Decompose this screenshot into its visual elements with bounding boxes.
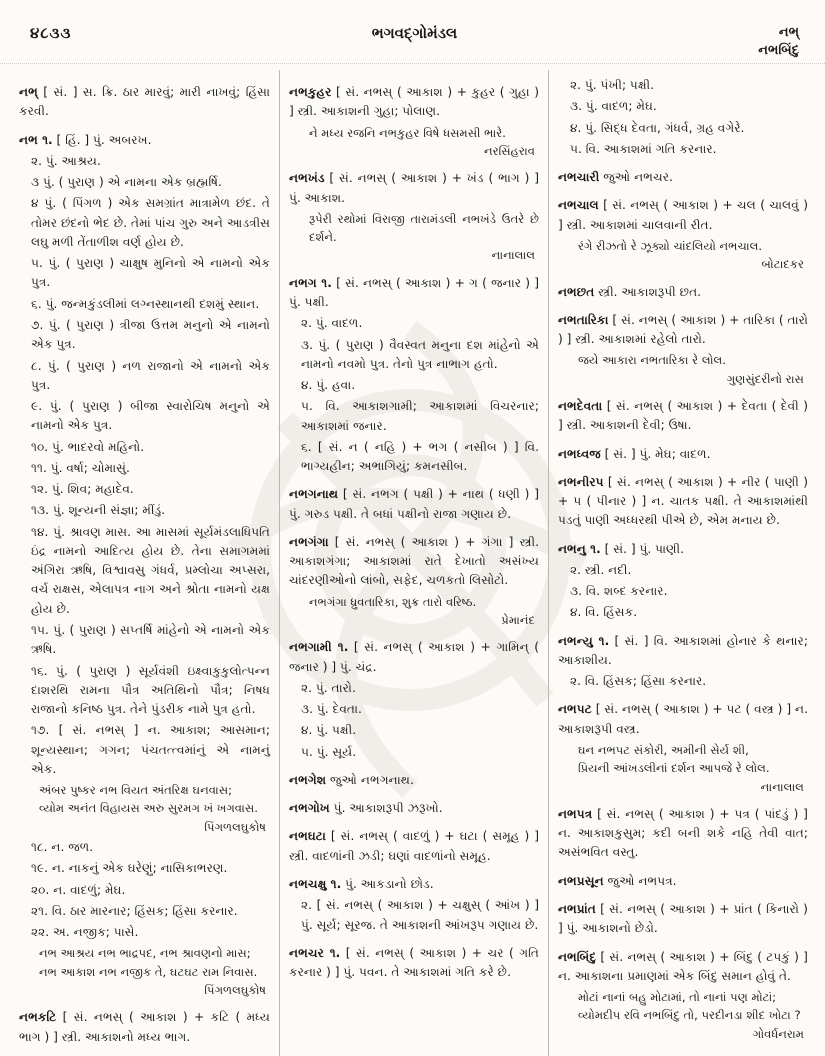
sense-item: ૩. પું. ( પુરાણ ) વૈવસ્વત મનુના દશ માંહેનો એ નામનો નવમો પુત્ર. તેનો પુત્ર નાભાગ હતો. [300,337,539,371]
columns [0,64,825,1056]
headword: નભગોખ [288,801,330,816]
sense-item: ૪. પું. પક્ષી. [300,723,357,738]
dictionary-column-3 [548,70,817,1056]
sense-item: ૮. પું. ( પુરાણ ) નળ રાજાનો એ નામનો એક પુત્ર. [31,358,270,392]
headword: નભખંડ [288,171,325,186]
sense-item: ૨. પું. આશ્રય. [31,153,101,168]
sense-item: ૬. પું. જન્મકુંડલીમાં લગ્નસ્થાનથી દશમું સ્થાન. [31,296,260,311]
attribution: ગુણસુંદરીનો રાસ [726,371,804,386]
sense-item: ૫. પું. સૂર્ય. [300,744,357,759]
headword: નભગનાથ [288,487,339,502]
verse-quote: ને મધ્ય રજનિ નભકુહર વિષે ધસમસી ભારે. [308,125,506,140]
sense-item: ૧૧. પું. વર્ષા; ચોમાસું. [31,460,130,475]
sense-item: ૧૦. પું. ભાદરવો મહિનો. [31,439,145,454]
headword: નભછત [557,284,595,299]
dictionary-entry: નભબિંદુ [ સં. નભસ્ ( આકાશ ) + બિંદુ ( ટપકું ) ] ન. આકાશના પ્રમાણમાં એક બિંદુ સમાન હોવું તે. [557,949,808,983]
dictionary-entry: નભધ્વજ [ સં. ] પું. મેઘ; વાદળ. [557,446,711,461]
sense-item: ૧૩. પું. શૂન્યની સંજ્ઞા; મીંડું. [31,503,166,518]
sense-item: ૧૮. ન. જળ. [31,840,94,855]
dictionary-column-1 [10,70,279,1056]
headword: નભદેવતા [557,399,603,413]
headword: નભકુહર [288,85,332,100]
dictionary-entry: નભપ્રાંત [ સં. નભસ્ ( આકાશ ) + પ્રાંત ( કિનારો ) ] પું. આકાશનો છેડો. [557,901,808,936]
sense-item: ૪ પું. ( પિંગળ ) એક સમગ્રાંત માત્રામેળ છંદ. તે તોમર છંદનો ભેદ છે. તેમાં પાંચ ગુરુ અને આડત્રીસ લઘુ મળી તેંતાળીશ વર્ણ હોય છે. [31,196,270,249]
sense-item: ૧૨. પું. શિવ; મહાદેવ. [31,482,134,497]
headword: નભપત્ર [557,806,593,821]
headword: નભતારિકા [557,312,609,327]
sense-item: ૧૪. પું. શ્રાવણ માસ. આ માસમાં સૂર્યમંડલાધિપતિ ઇંદ્ર નામનો આદિત્ય હોય છે. તેના સમાગમમાં અંગિરા ઋષિ, વિશ્વાવસુ ગંધર્વ, પ્રમ્લોચા અપ્સરા, વર્ચ રાક્ષસ, એલાપત્ર નાગ અને શ્રોતા નામનો યક્ષ હોય છે. [31,524,270,616]
sense-item: ૨. પું. પંખી; પક્ષી. [569,78,655,93]
dictionary-entry: નભપટ [ સં. નભસ્ ( આકાશ ) + પટ ( વસ્ત્ર ) ] ન. આકાશરૂપી વસ્ત્ર. [557,702,808,736]
dictionary-entry: નભખંડ [ સં. નભસ્ ( આકાશ ) + ખંડ ( ભાગ ) ] પું. આકાશ. [288,171,539,205]
guide-words [669,24,799,59]
book-title: ભગવદ્ગોમંડલ [371,24,458,42]
headword: નભન્યુ ૧. [557,633,610,648]
guide-word-bottom: નભબિંદુ [758,42,799,58]
headword: નભકટિ [19,1010,57,1025]
headword: નભગામી ૧. [288,640,349,655]
verse-quote: અંબર પુષ્કર નભ વિયત અંતરિક્ષ ઘનવાસ; વ્યોમ અનંત વિહાયસ અરુ સુરમગ ખં ખગવાસ. [39,783,258,816]
dictionary-entry: નભકુહર [ સં. નભસ્ ( આકાશ ) + કુહર ( ગુહા ) ] સ્ત્રી. આકાશની ગુહા; પોલાણ. [288,85,539,119]
dictionary-entry: નભનીરપ [ સં. નભસ્ ( આકાશ ) + નીર ( પાણી ) + પ ( પીનાર ) ] ન. ચાતક પક્ષી. તે આકાશમાંથી પડતું પાણી અધ્ધરથી પીએ છે, એમ મનાય છે. [557,474,808,528]
sense-item: ૪. વિ. હિંસક. [569,605,638,620]
sense-item: ૭. પું. ( પુરાણ ) ત્રીજા ઉત્તમ મનુનો એ નામનો એક પુત્ર. [31,318,270,352]
sense-item: ૨. સ્ત્રી. નદી. [569,562,632,577]
headword: નભગેશ [288,772,327,787]
headword: નભચક્ષુ ૧. [288,876,342,891]
dictionary-entry: નભકટિ [ સં. નભસ્ ( આકાશ ) + કટિ ( મધ્ય ભાગ ) ] સ્ત્રી. આકાશનો મધ્ય ભાગ. [19,1010,270,1044]
dictionary-entry: નભપત્ર [ સં. નભસ્ ( આકાશ ) + પત્ર ( પાંદડું ) ] ન. આકાશકુસુમ; કદી બની શકે નહિ તેવી વાત; અસંભવિત વસ્તુ. [557,806,808,860]
attribution: ગોવર્ધનરામ [752,1026,804,1041]
dictionary-entry: નભન્યુ ૧. [ સં. ] વિ. આકાશમાં હોનાર કે થનાર; આકાશીય. [557,633,808,667]
verse-quote: ઘન નભપટ સંકોરી, અમીની સેર્ય શી, પ્રિયની આંખડલીનાં દર્શન આપજે રે લોલ. [577,742,770,776]
headword: નભનીરપ [557,474,604,489]
headword: નભબિંદુ [557,949,597,964]
verse-quote: રૂપેરી રથોમાં વિરાજી તારામંડલી નભખંડે ઉતરે છે દર્શને. [308,211,539,245]
dictionary-entry: નભગનાથ [ સં. નભગ ( પક્ષી ) + નાથ ( ધણી ) ] પું. ગરુડ પક્ષી. તે બધાં પક્ષીનો રાજા ગણાય છે. [288,487,539,521]
dictionary-entry: નભગોખ પું. આકાશરૂપી ઝરૂખો. [288,801,443,816]
sense-item: ૫. વિ. આકાશમાં ગતિ કરનાર. [569,141,717,156]
headword: નભધ્વજ [557,446,601,461]
dictionary-entry: નભચાલ [ સં. નભસ્ ( આકાશ ) + ચલ ( ચાલવું ) ] સ્ત્રી. આકાશમાં ચાલવાની રીત. [557,198,808,232]
headword: નભચારી [557,170,600,185]
dictionary-entry: નભપ્રસૂન જુઓ નભપત્ર. [557,873,677,888]
page-number: ૪૮૩૩ [30,24,72,42]
sense-item: ૨. પું. તારો. [300,680,356,695]
dictionary-entry: નભતારિકા [ સં. નભસ્ ( આકાશ ) + તારિકા ( તારો ) ] સ્ત્રી. આકાશમાં રહેલો તારો. [557,312,808,347]
sense-item: ૩. પું. વાદળ; મેઘ. [569,99,657,114]
dictionary-entry: નભગંગા [ સં. નભસ્ ( આકાશ ) + ગંગા ] સ્ત્રી. આકાશગંગા; આકાશમાં રાતે દેખાતો અસંખ્ય ચાંદરણીઓનો લાંબો, સફેદ, ચળકતો લિસોટો. [288,534,539,588]
dictionary-entry: નભગ ૧. [ સં. નભસ્ ( આકાશ ) + ગ ( જનાર ) ] પું. પક્ષી. [288,275,539,309]
dictionary-column-2 [279,70,548,1056]
sense-item: ૨૦. ન. વાદળું; મેઘ. [31,882,126,897]
dictionary-entry: નભચર ૧. [ સં. નભસ્ ( આકાશ ) + ચર ( ગતિ કરનાર ) ] પું. પવન. તે આકાશમાં ગતિ કરે છે. [288,945,539,980]
page-header [0,0,825,64]
dictionary-entry: નભચારી જુઓ નભચર. [557,170,673,185]
dictionary-entry: નભ્ [ સં. ] સ. ક્રિ. ઠાર મારવું; મારી નાખવું; હિંસા કરવી. [19,85,270,119]
headword: નભનુ ૧. [557,541,601,556]
headword: નભગંગા [288,534,329,549]
attribution: નરસિંહરાવ [484,143,535,158]
guide-word-top: નભ્ [778,25,799,40]
sense-item: ૬. [ સં. ન ( નહિ ) + ભગ ( નસીબ ) ] વિ. ભાગ્યહીન; અભાગિયું; કમનસીબ. [300,439,539,474]
sense-item: ૩. વિ. શબ્દ કરનાર. [569,584,668,599]
headword: નભઘટા [288,829,326,844]
sense-item: ૩ પું. ( પુરાણ ) એ નામના એક બ્રહ્મર્ષિ. [31,175,222,190]
verse-quote: મોટાં નાનાં બહુ મોટામાં, તો નાનાં પણ મોટાં; વ્યોમદીપ રવિ નભબિંદુ તો, પરદીનડા શીદ ખોટા ? [577,990,801,1023]
sense-item: ૧૭. [ સં. નભસ્ ] ન. આકાશ; આસમાન; શૂન્યસ્થાન; ગગન; પંચતત્ત્વમાંનું એ નામનું એક. [31,723,270,776]
dictionary-entry: નભછત સ્ત્રી. આકાશરૂપી છત. [557,284,702,299]
attribution: પ્રેમાનંદ [501,613,535,628]
sense-item: ૧૫. પું. ( પુરાણ ) સપ્તર્ષિ માંહેનો એ નામનો એક ઋષિ. [31,623,270,657]
sense-item: ૧૬. પું. ( પુરાણ ) સૂર્યવંશી ઇક્ષ્વાકુકુલોત્પન્ન દાશરથિ રામના પૌત્ર અતિથિનો પૌત્ર; નિષધ રાજાનો કનિષ્ઠ પુત્ર. તેને પુંડરીક નામે પુત્ર હતો. [31,663,270,717]
sense-item: ૩. પું. દેવતા. [300,702,362,717]
dictionary-entry: નભ ૧. [ હિં. ] પું. અબરખ. [19,132,152,147]
attribution: બોટાદકર [761,257,804,272]
sense-item: ૨૨. અ. નજીક; પાસે. [31,925,139,940]
sense-item: ૨. પું. વાદળ. [300,316,363,331]
sense-item: ૧૯. ન. નાકનું એક ઘરેણું; નાસિકાભરણ. [31,861,228,876]
dictionary-entry: નભઘટા [ સં. નભસ્ ( વાદળું ) + ઘટા ( સમૂહ ) ] સ્ત્રી. વાદળાંની ઝડી; ઘણાં વાદળાંનો સમૂહ. [288,829,539,863]
verse-quote: જયે આકારા નભતારિકા રે લોલ. [577,353,726,368]
sense-item: ૪. પું. હવા. [300,378,356,393]
headword: નભપ્રાંત [557,901,596,916]
headword: નભચાલ [557,198,599,213]
dictionary-entry: નભચક્ષુ ૧. પું. આકડાનો છોડ. [288,876,434,891]
sense-item: ૪. પું. સિદ્ધ દેવતા, ગંધર્વ, ગ્રહ વગેરે. [569,120,745,135]
sense-item: ૫. પું. ( પુરાણ ) ચાક્ષુષ મુનિનો એ નામનો એક પુત્ર. [31,256,270,290]
sense-item: ૨૧. વિ. ઠાર મારનાર; હિંસક; હિંસા કરનાર. [31,903,238,918]
headword: નભ્ [19,85,38,100]
verse-quote: નભ આશ્રય નભ ભાદ્રપદ, નભ શ્રાવણનો માસ; નભ આકાશ નભ નજીક તે, ઘટઘટ રામ નિવાસ. [39,946,258,979]
sense-item: ૫. વિ. આકાશગામી; આકાશમાં વિચરનાર; આકાશમાં જનાર. [300,399,539,433]
headword: નભપ્રસૂન [557,873,604,888]
headword: નભગ ૧. [288,275,332,290]
headword: નભપટ [557,702,592,717]
verse-quote: રંગે રીઝતો રે ઝૂક્યો ચાંદલિયો નભચાલ. [577,238,763,253]
sense-item: ૨. વિ. હિંસક; હિંસા કરનાર. [569,674,707,689]
sense-item: ૯. પું. ( પુરાણ ) બીજા સ્વારોચિષ મનુનો એ નામનો એક પુત્ર. [31,399,270,433]
attribution: પિંગળલઘુકોષ [204,819,266,834]
attribution: નાનાલાલ [760,779,804,794]
headword: નભ ૧. [19,132,53,147]
dictionary-entry: નભગામી ૧. [ સં. નભસ્ ( આકાશ ) + ગામિન્ ( જનાર ) ] પું. ચંદ્ર. [288,640,539,674]
dictionary-entry: નભગેશ જુઓ નભગનાથ. [288,772,414,787]
attribution: નાનાલાલ [491,248,535,263]
verse-quote: નભગંગા ધ્રુવતારિકા, શુક્ર તારો વરિષ્ઠ. [308,594,477,609]
dictionary-entry: નભદેવતા [ સં. નભસ્ ( આકાશ ) + દેવતા ( દેવી ) ] સ્ત્રી. આકાશની દેવી; ઉષા. [557,399,808,433]
headword: નભચર ૧. [288,945,341,960]
dictionary-entry: નભનુ ૧. [ સં. ] પું. પાણી. [557,541,685,556]
attribution: પિંગળલઘુકોષ [204,983,266,998]
sense-item: ૨. [ સં. નભસ્ ( આકાશ ) + ચક્ષુસ્ ( આંખ ) ] પું. સૂર્ય; સૂરજ. તે આકાશની આંખરૂપ ગણાય છે. [300,898,539,932]
